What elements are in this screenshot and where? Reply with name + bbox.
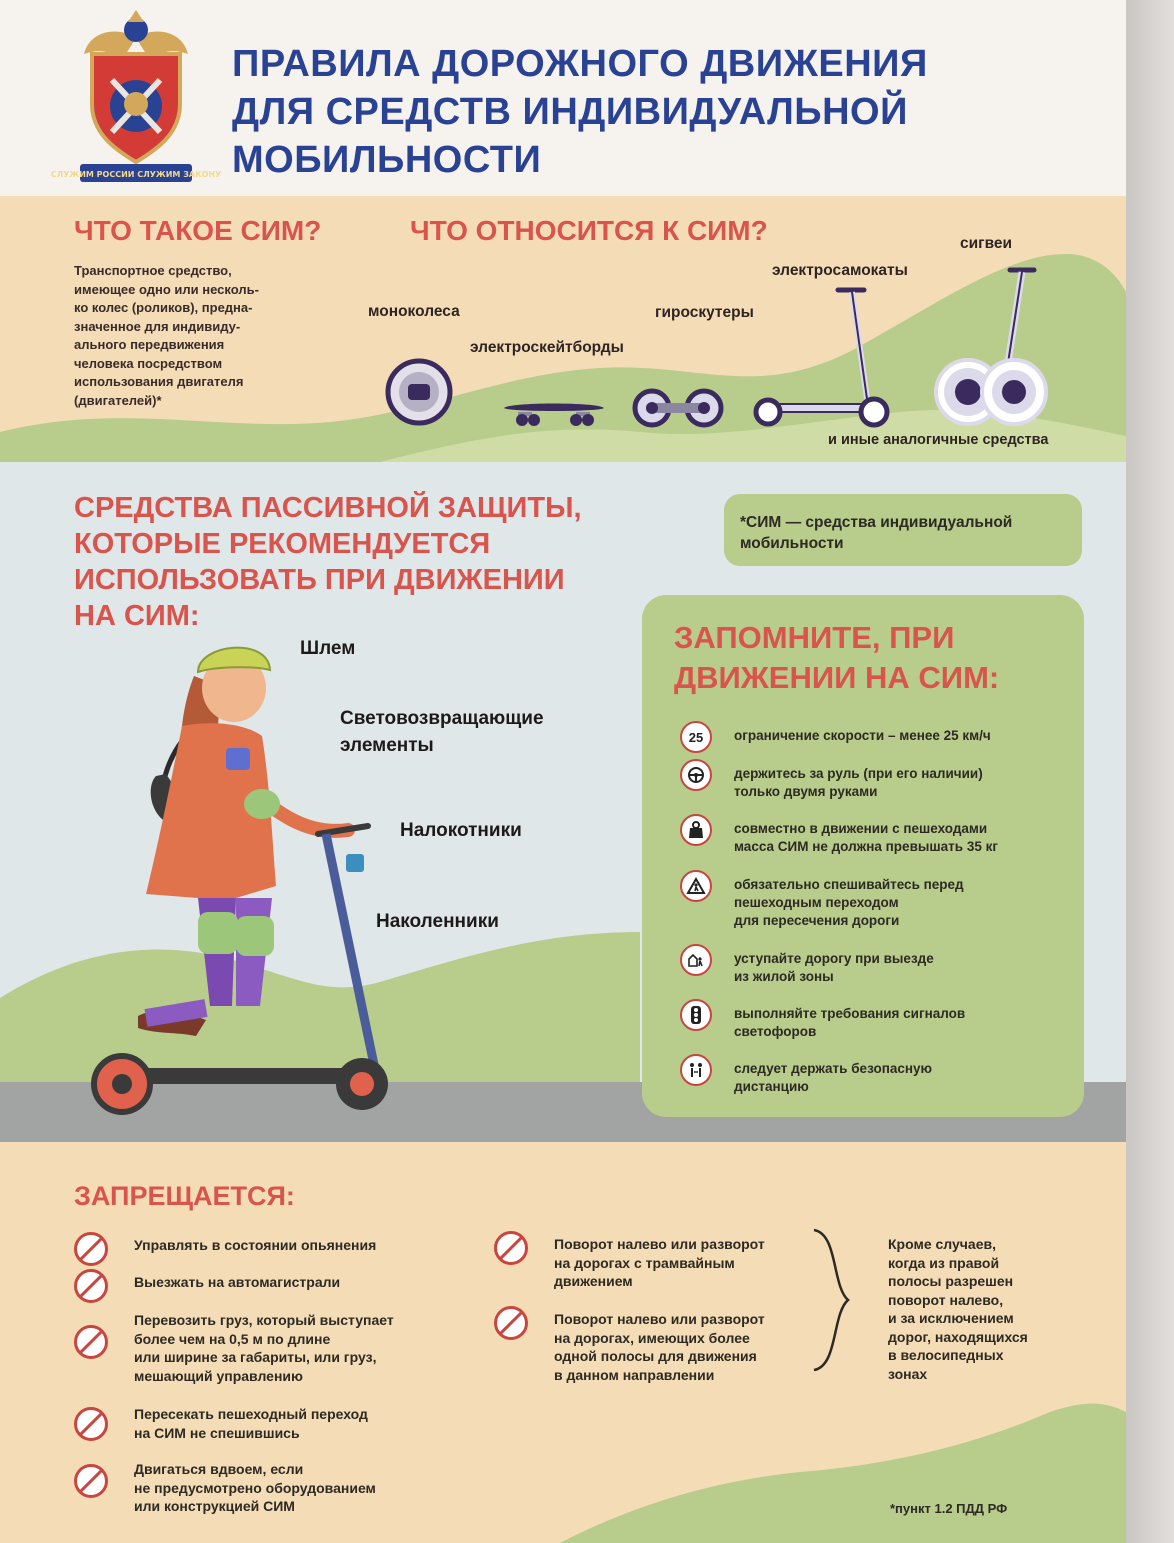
rule-dismount-at-crossing: обязательно спешивайтесь перед пешеходным переходом для пересечения дороги	[680, 876, 1075, 930]
label-helmet: Шлем	[300, 638, 356, 659]
label-skateboards: электроскейтборды	[470, 339, 624, 356]
forbidden-riding-two: Двигаться вдвоем, если не предусмотрено оборудованием или конструкцией СИМ	[74, 1460, 474, 1516]
safe-distance-icon	[680, 1054, 712, 1086]
rule-safe-distance: следует держать безопасную дистанцию	[680, 1060, 1075, 1096]
no-passenger-icon	[74, 1464, 108, 1498]
what-belongs-heading: ЧТО ОТНОСИТСЯ К СИМ?	[410, 215, 768, 246]
rule-hold-handlebar: держитесь за руль (при его наличии) только двумя руками	[680, 765, 1075, 801]
exception-text: Кроме случаев, когда из правой полосы разрешен поворот налево, и за исключением дорог, находящихся в велосипедных зонах	[888, 1236, 1028, 1382]
label-segways: сигвеи	[960, 235, 1013, 252]
no-cargo-icon	[74, 1325, 108, 1359]
label-gyroscooters: гироскутеры	[655, 304, 754, 321]
traffic-light-icon	[680, 999, 712, 1031]
no-left-turn-icon	[494, 1306, 528, 1340]
label-scooters: электросамокаты	[772, 262, 908, 279]
forbidden-oversized-cargo: Перевозить груз, который выступает более чем на 0,5 м по длине или ширине за габариты, или груз, мешающий управлению	[74, 1311, 474, 1385]
weight-icon	[680, 814, 712, 846]
label-reflective-elements: Световозвращающие элементы	[340, 708, 544, 756]
label-knee-pads: Наколенники	[376, 911, 499, 932]
protection-heading: СРЕДСТВА ПАССИВНОЙ ЗАЩИТЫ, КОТОРЫЕ РЕКОМЕНДУЕТСЯ ИСПОЛЬЗОВАТЬ ПРИ ДВИЖЕНИИ НА СИМ:	[74, 492, 582, 632]
no-turn-tram-icon	[494, 1231, 528, 1265]
no-motorway-icon	[74, 1269, 108, 1303]
forbidden-motorways: Выезжать на автомагистрали	[74, 1273, 474, 1303]
no-alcohol-icon	[74, 1232, 108, 1266]
rule-max-weight: совместно в движении с пешеходами масса СИМ не должна превышать 35 кг	[680, 820, 1075, 856]
electric-skateboard-icon	[500, 398, 608, 428]
curly-brace	[808, 1226, 858, 1374]
police-emblem	[50, 8, 222, 184]
speed-limit-icon: 25	[680, 721, 712, 753]
no-riding-crossing-icon	[74, 1407, 108, 1441]
label-other-devices: и иные аналогичные средства	[828, 432, 1049, 448]
label-monowheels: моноколеса	[368, 303, 460, 320]
rule-traffic-lights: выполняйте требования сигналов светофоров	[680, 1005, 1075, 1041]
label-elbow-pads: Налокотники	[400, 820, 522, 841]
forbidden-turn-tram-roads: Поворот налево или разворот на дорогах с трамвайным движением	[494, 1235, 814, 1291]
electric-scooter-icon	[752, 286, 892, 430]
rule-speed-limit: 25 ограничение скорости – менее 25 км/ч	[680, 727, 1075, 753]
footnote: *пункт 1.2 ПДД РФ	[890, 1501, 1008, 1516]
page-title: ПРАВИЛА ДОРОЖНОГО ДВИЖЕНИЯ ДЛЯ СРЕДСТВ ИНДИВИДУАЛЬНОЙ МОБИЛЬНОСТИ	[232, 43, 928, 181]
remember-heading: ЗАПОМНИТЕ, ПРИ ДВИЖЕНИИ НА СИМ:	[674, 620, 1000, 695]
emblem-ribbon: СЛУЖИМ РОССИИ СЛУЖИМ ЗАКОНУ	[50, 170, 222, 179]
gyroscooter-icon	[632, 388, 724, 428]
residential-zone-icon	[680, 944, 712, 976]
monowheel-icon	[384, 354, 454, 426]
rule-yield-residential-zone: уступайте дорогу при выезде из жилой зоны	[680, 950, 1075, 986]
pedestrian-crossing-icon	[680, 870, 712, 902]
what-is-sim-heading: ЧТО ТАКОЕ СИМ?	[74, 215, 322, 246]
forbidden-heading: ЗАПРЕЩАЕТСЯ:	[74, 1181, 295, 1211]
page-edge	[1126, 0, 1174, 1543]
forbidden-ride-across-crossing: Пересекать пешеходный переход на СИМ не спешившись	[74, 1405, 474, 1442]
sim-abbreviation-note: *СИМ — средства индивидуальной мобильности	[724, 494, 1082, 566]
forbidden-turn-multilane-roads: Поворот налево или разворот на дорогах, имеющих более одной полосы для движения в данном направлении	[494, 1310, 814, 1384]
steering-wheel-icon	[680, 759, 712, 791]
segway-icon	[930, 266, 1054, 428]
forbidden-drunk-driving: Управлять в состоянии опьянения	[74, 1236, 474, 1266]
sim-definition-text: Транспортное средство, имеющее одно или несколь- ко колес (роликов), предна- значенное для индивиду- ального передвижения человека посредством использования двигателя (двигателей)*	[74, 263, 259, 408]
